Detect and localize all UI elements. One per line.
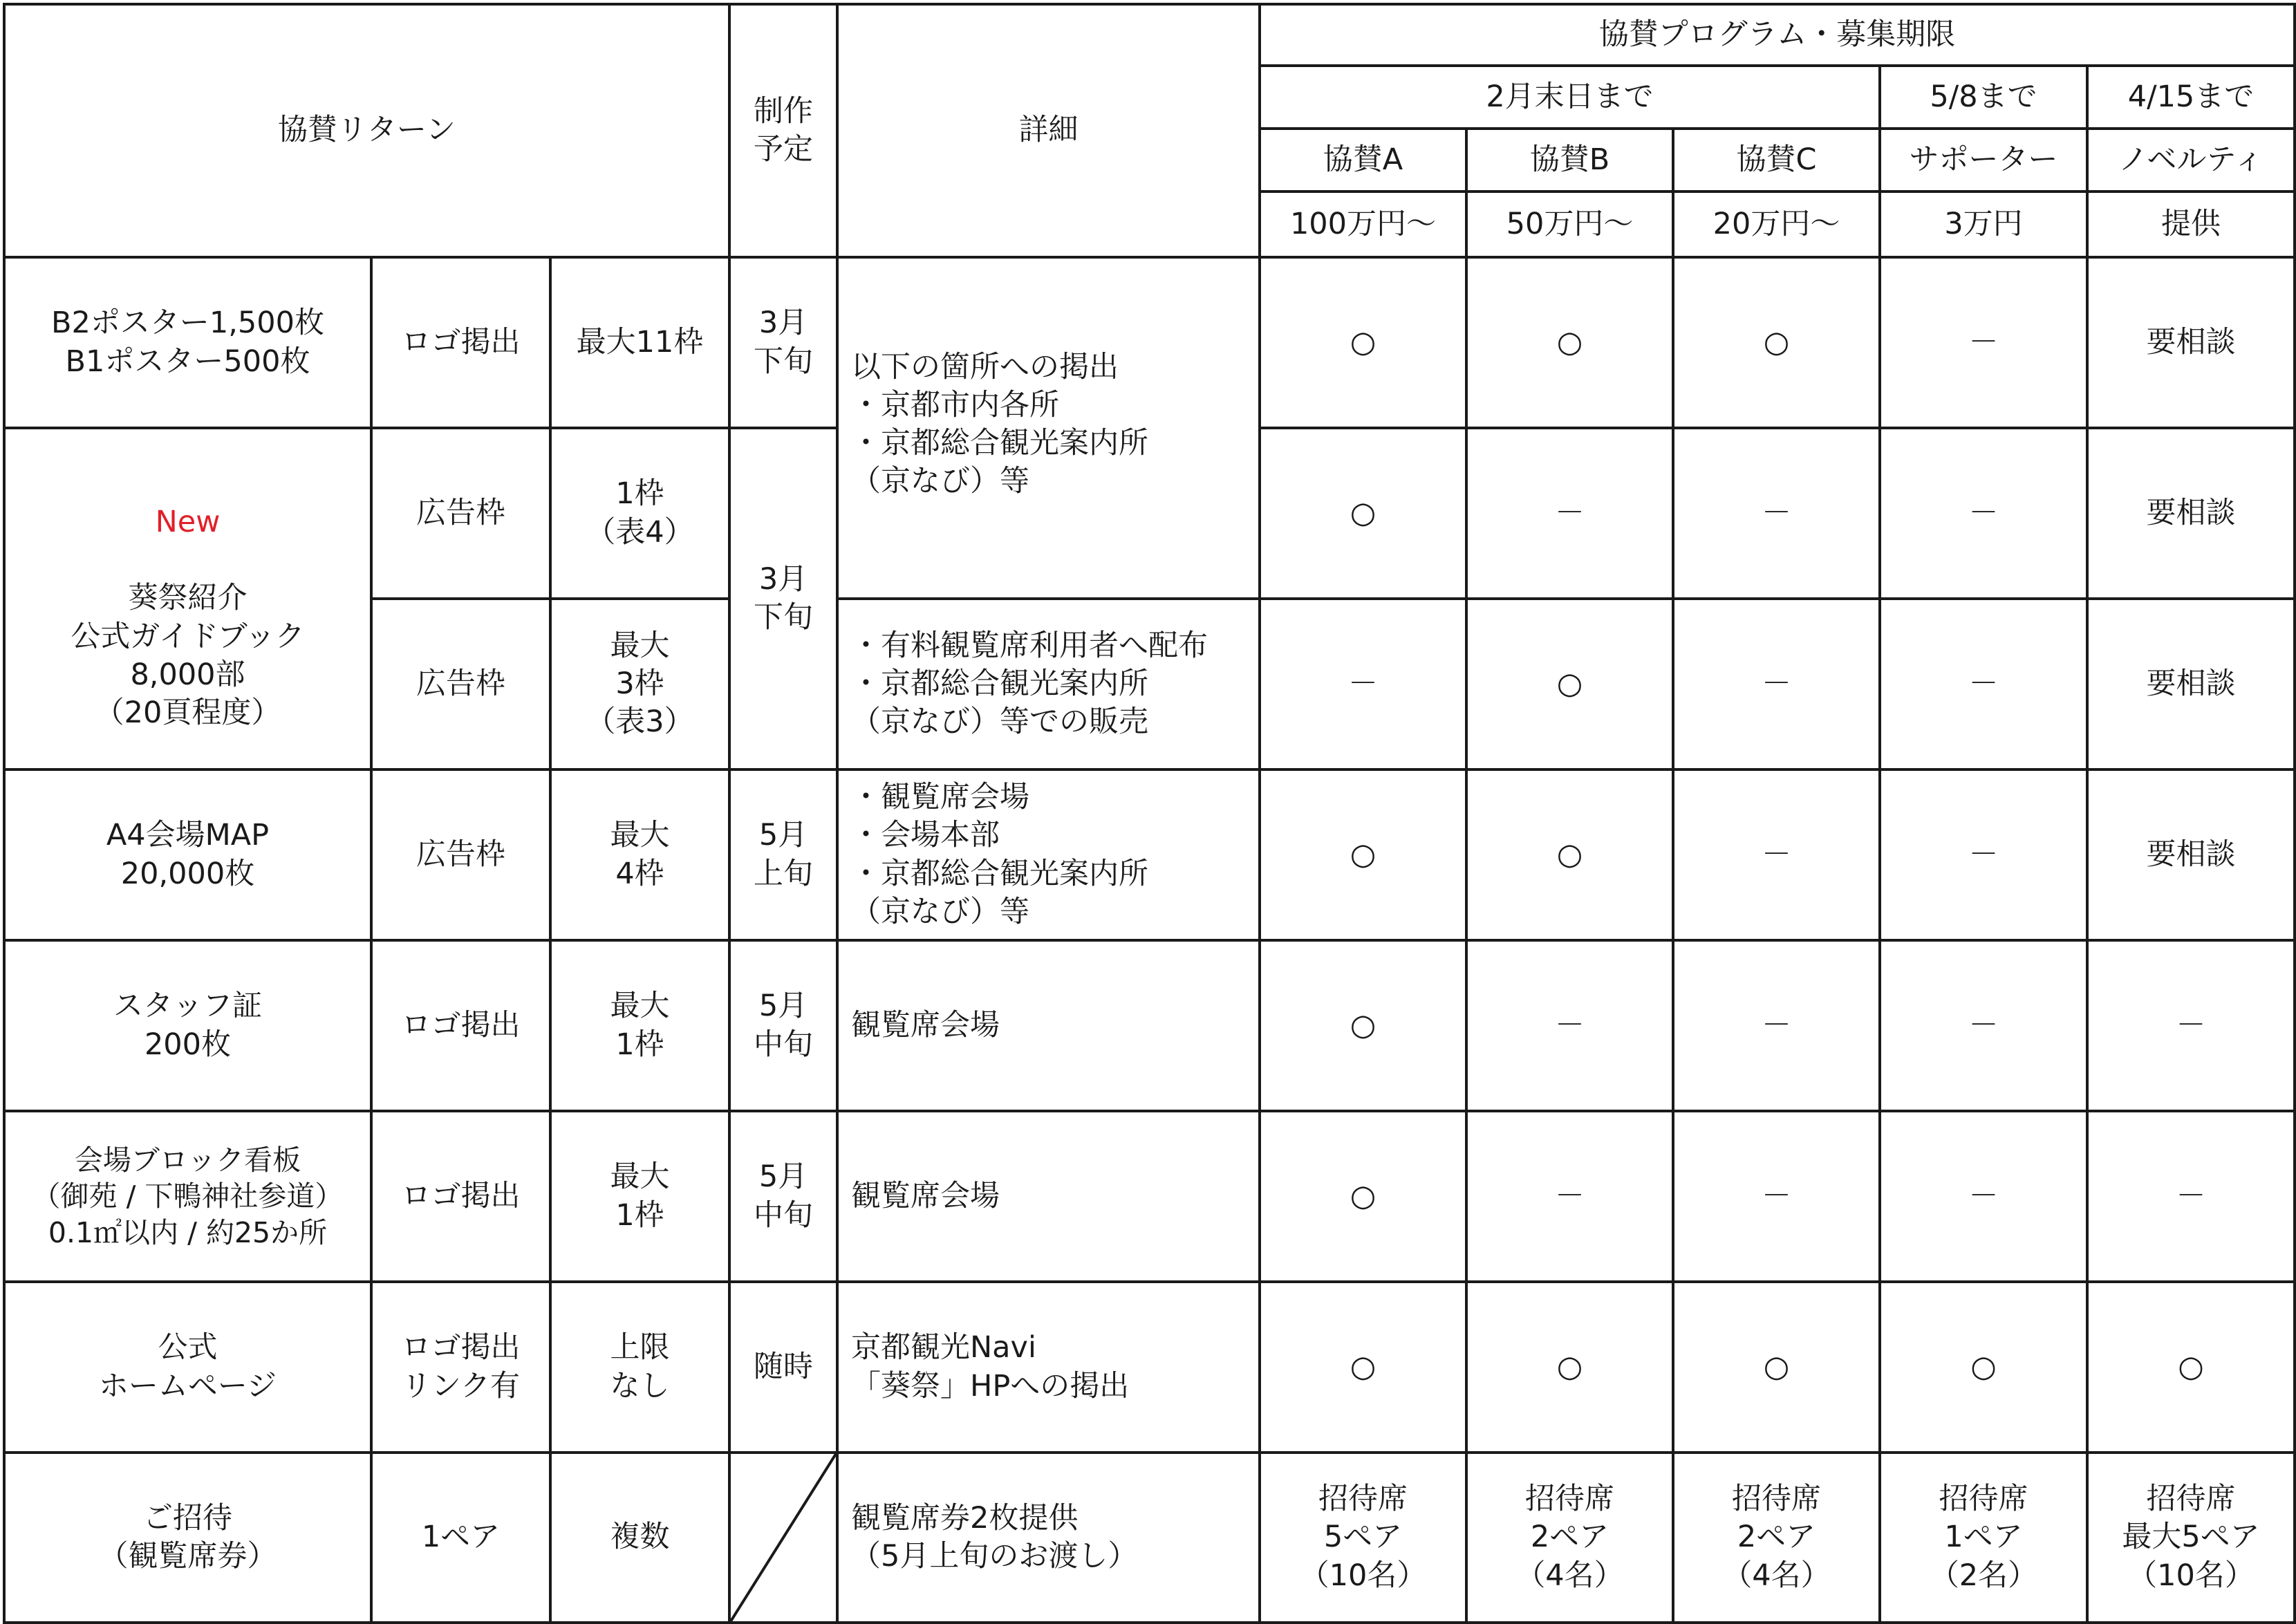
mark-a: － xyxy=(1260,599,1466,769)
table-row xyxy=(4,940,2295,1111)
mark-novelty: 要相談 xyxy=(2087,769,2295,940)
header-schedule: 制作 予定 xyxy=(729,4,837,257)
mark-c: － xyxy=(1673,940,1880,1111)
row-details: 以下の箇所への掲出 ・京都市内各所 ・京都総合観光案内所 （京なび）等 xyxy=(837,257,1260,599)
mark-novelty: ○ xyxy=(2087,1282,2295,1453)
mark-supporter: － xyxy=(1880,1111,2087,1282)
mark-c: － xyxy=(1673,599,1880,769)
row-item: 会場ブロック看板 （御苑 / 下鴨神社参道） 0.1㎡以内 / 約25か所 xyxy=(4,1111,371,1282)
header-deadline-may8: 5/8まで xyxy=(1880,66,2087,129)
row-slots: 1枠 （表4） xyxy=(550,428,729,599)
row-type: 広告枠 xyxy=(371,428,550,599)
row-slots: 上限 なし xyxy=(550,1282,729,1453)
row-details: 京都観光Navi 「葵祭」HPへの掲出 xyxy=(837,1282,1260,1453)
row-type: ロゴ掲出 xyxy=(371,1111,550,1282)
row-schedule: 随時 xyxy=(729,1282,837,1453)
mark-b: 招待席 2ペア （4名） xyxy=(1466,1453,1673,1623)
mark-novelty: 要相談 xyxy=(2087,599,2295,769)
mark-supporter: － xyxy=(1880,599,2087,769)
mark-supporter: 招待席 1ペア （2名） xyxy=(1880,1453,2087,1623)
mark-a: 招待席 5ペア （10名） xyxy=(1260,1453,1466,1623)
tier-name-novelty: ノベルティ xyxy=(2087,129,2295,192)
table-row xyxy=(4,1282,2295,1453)
row-details: ・有料観覧席利用者へ配布 ・京都総合観光案内所 （京なび）等での販売 xyxy=(837,599,1260,769)
header-program: 協賛プログラム・募集期限 xyxy=(1260,4,2295,66)
row-details: 観覧席会場 xyxy=(837,940,1260,1111)
header-deadline-feb: 2月末日まで xyxy=(1260,66,1880,129)
mark-c: － xyxy=(1673,769,1880,940)
row-slots: 最大 4枠 xyxy=(550,769,729,940)
table-row xyxy=(4,769,2295,940)
table-row xyxy=(4,1453,2295,1623)
tier-price-novelty: 提供 xyxy=(2087,192,2295,257)
mark-a: ○ xyxy=(1260,940,1466,1111)
row-type: ロゴ掲出 xyxy=(371,940,550,1111)
row-type: 広告枠 xyxy=(371,769,550,940)
tier-name-b: 協賛B xyxy=(1466,129,1673,192)
mark-a: ○ xyxy=(1260,1111,1466,1282)
tier-price-supporter: 3万円 xyxy=(1880,192,2087,257)
row-slots: 最大11枠 xyxy=(550,257,729,428)
mark-b: ○ xyxy=(1466,769,1673,940)
row-item-guidebook xyxy=(4,428,371,769)
mark-c: － xyxy=(1673,1111,1880,1282)
sponsorship-table-sheet xyxy=(3,3,2293,1619)
mark-supporter: － xyxy=(1880,257,2087,428)
row-schedule: 5月 中旬 xyxy=(729,1111,837,1282)
tier-name-a: 協賛A xyxy=(1260,129,1466,192)
mark-b: ○ xyxy=(1466,1282,1673,1453)
row-type: ロゴ掲出 xyxy=(371,257,550,428)
row-type: ロゴ掲出 リンク有 xyxy=(371,1282,550,1453)
row-schedule: 5月 中旬 xyxy=(729,940,837,1111)
row-type: 広告枠 xyxy=(371,599,550,769)
mark-supporter: － xyxy=(1880,769,2087,940)
row-item: ご招待 （観覧席券） xyxy=(4,1453,371,1623)
table-row xyxy=(4,1111,2295,1282)
row-item: 公式 ホームページ xyxy=(4,1282,371,1453)
mark-novelty: 要相談 xyxy=(2087,257,2295,428)
row-slots: 最大 1枠 xyxy=(550,1111,729,1282)
mark-supporter: － xyxy=(1880,940,2087,1111)
mark-b: － xyxy=(1466,428,1673,599)
header-deadline-apr15: 4/15まで xyxy=(2087,66,2295,129)
row-schedule: 5月 上旬 xyxy=(729,769,837,940)
row-schedule: 3月 下旬 xyxy=(729,428,837,769)
tier-price-b: 50万円～ xyxy=(1466,192,1673,257)
row-schedule: 3月 下旬 xyxy=(729,257,837,428)
mark-b: － xyxy=(1466,940,1673,1111)
mark-supporter: ○ xyxy=(1880,1282,2087,1453)
row-item: A4会場MAP 20,000枚 xyxy=(4,769,371,940)
mark-novelty: － xyxy=(2087,940,2295,1111)
header-details: 詳細 xyxy=(837,4,1260,257)
tier-name-supporter: サポーター xyxy=(1880,129,2087,192)
mark-a: ○ xyxy=(1260,769,1466,940)
row-slots: 最大 3枠 （表3） xyxy=(550,599,729,769)
mark-novelty: － xyxy=(2087,1111,2295,1282)
new-badge: New xyxy=(155,505,221,540)
tier-price-c: 20万円～ xyxy=(1673,192,1880,257)
mark-c: － xyxy=(1673,428,1880,599)
tier-price-a: 100万円～ xyxy=(1260,192,1466,257)
diagonal-slash xyxy=(731,1454,836,1621)
sponsorship-table xyxy=(3,3,2296,1624)
row-details: 観覧席会場 xyxy=(837,1111,1260,1282)
mark-b: ○ xyxy=(1466,599,1673,769)
row-details: ・観覧席会場 ・会場本部 ・京都総合観光案内所 （京なび）等 xyxy=(837,769,1260,940)
row-details: 観覧席券2枚提供 （5月上旬のお渡し） xyxy=(837,1453,1260,1623)
mark-c: ○ xyxy=(1673,257,1880,428)
row-type: 1ペア xyxy=(371,1453,550,1623)
tier-name-c: 協賛C xyxy=(1673,129,1880,192)
mark-novelty: 要相談 xyxy=(2087,428,2295,599)
row-slots: 複数 xyxy=(550,1453,729,1623)
row-slots: 最大 1枠 xyxy=(550,940,729,1111)
mark-b: ○ xyxy=(1466,257,1673,428)
row-item: B2ポスター1,500枚 B1ポスター500枚 xyxy=(4,257,371,428)
mark-c: ○ xyxy=(1673,1282,1880,1453)
mark-a: ○ xyxy=(1260,1282,1466,1453)
mark-supporter: － xyxy=(1880,428,2087,599)
row-item: スタッフ証 200枚 xyxy=(4,940,371,1111)
mark-a: ○ xyxy=(1260,428,1466,599)
mark-novelty: 招待席 最大5ペア （10名） xyxy=(2087,1453,2295,1623)
table-row xyxy=(4,257,2295,428)
mark-b: － xyxy=(1466,1111,1673,1282)
header-return: 協賛リターン xyxy=(4,4,729,257)
mark-a: ○ xyxy=(1260,257,1466,428)
row-schedule-empty xyxy=(729,1453,837,1623)
mark-c: 招待席 2ペア （4名） xyxy=(1673,1453,1880,1623)
row-item: 葵祭紹介 公式ガイドブック 8,000部 （20頁程度） xyxy=(71,581,305,730)
